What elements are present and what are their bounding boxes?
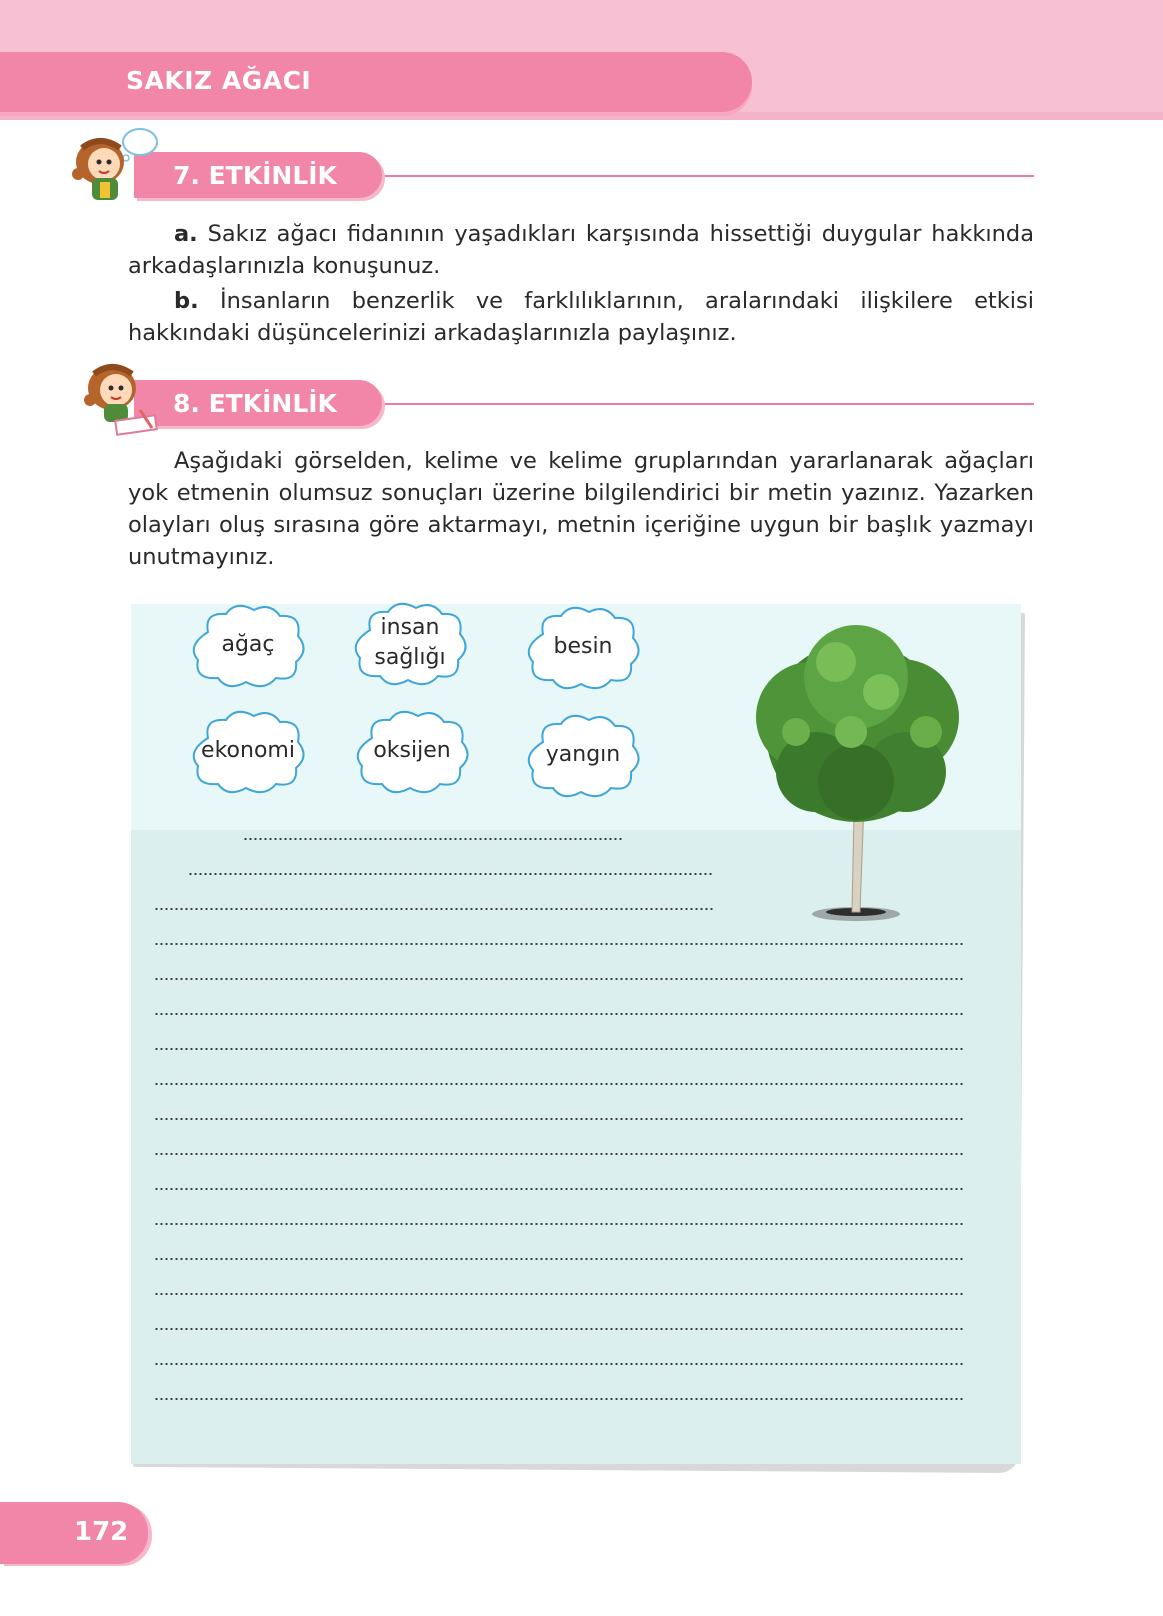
writing-line[interactable] (154, 1363, 964, 1365)
item-a-marker: a. (174, 221, 198, 247)
tree-illustration-icon (756, 622, 1016, 932)
word-cloud-yangin (521, 712, 645, 798)
writing-line[interactable] (188, 873, 714, 875)
word-insan: insan (380, 615, 440, 640)
word-ekonomi: ekonomi (201, 738, 295, 763)
writing-line[interactable] (154, 943, 964, 945)
girl-mascot-thinking-icon (70, 126, 160, 206)
word-cloud-ekonomi (186, 708, 310, 794)
writing-line[interactable] (154, 1048, 964, 1050)
activity-8-instructions (128, 445, 1034, 573)
writing-line[interactable] (154, 1293, 964, 1295)
writing-line[interactable] (243, 838, 623, 840)
word-cloud-besin (521, 604, 645, 690)
word-yangin: yangın (545, 742, 621, 767)
top-band-shade (0, 112, 1163, 120)
girl-mascot-writing-icon (80, 358, 166, 438)
word-oksijen: oksijen (373, 738, 451, 763)
unit-title-bar (0, 52, 752, 112)
activity-8-label: 8. ETKİNLİK (173, 389, 337, 418)
writing-line[interactable] (154, 1013, 964, 1015)
item-b-marker: b. (174, 288, 199, 314)
unit-title: SAKIZ AĞACI (126, 66, 312, 95)
word-cloud-oksijen (350, 708, 474, 794)
page-number: 172 (74, 1517, 129, 1547)
activity-7-label: 7. ETKİNLİK (173, 161, 337, 190)
writing-line[interactable] (154, 1153, 964, 1155)
activity-8-instructions-text: Aşağıdaki görselden, kelime ve kelime gruplarından yararlanarak ağaçları yok etmenin olumsuz sonuçları üzerine bilgilendirici bir metin yazınız. Yazarken olayları oluş sırasına göre aktarmayı, metnin içeriğine uygun bir başlık yazmayı unutmayınız. (128, 448, 1034, 570)
writing-line[interactable] (154, 1083, 964, 1085)
writing-line[interactable] (154, 1328, 964, 1330)
writing-line[interactable] (154, 1223, 964, 1225)
writing-line[interactable] (154, 1118, 964, 1120)
activity-7-item-a (128, 218, 1034, 282)
writing-line[interactable] (154, 1258, 964, 1260)
activity-7-item-b (128, 285, 1034, 349)
word-insan-sagligi (348, 600, 472, 686)
word-cloud-insan-sagligi (348, 600, 472, 686)
writing-line[interactable] (154, 1398, 964, 1400)
writing-line[interactable] (154, 908, 714, 910)
activity-8-divider (380, 403, 1034, 405)
item-a-text: Sakız ağacı fidanının yaşadıkları karşısında hissettiği duygular hakkında arkadaşlarınızla konuşunuz. (128, 221, 1034, 279)
word-besin: besin (553, 634, 613, 659)
writing-line[interactable] (154, 1188, 964, 1190)
writing-line[interactable] (154, 978, 964, 980)
item-b-text: İnsanların benzerlik ve farklılıklarının, aralarındaki ilişkilere etkisi hakkındaki düşüncelerinizi arkadaşlarınızla paylaşınız. (128, 288, 1034, 346)
activity-8-header (0, 378, 1163, 438)
word-cloud-agac (186, 602, 310, 688)
word-agac: ağaç (221, 632, 275, 657)
activity-7-header (0, 150, 1163, 210)
word-sagligi: sağlığı (374, 645, 446, 670)
activity-7-divider (380, 175, 1034, 177)
